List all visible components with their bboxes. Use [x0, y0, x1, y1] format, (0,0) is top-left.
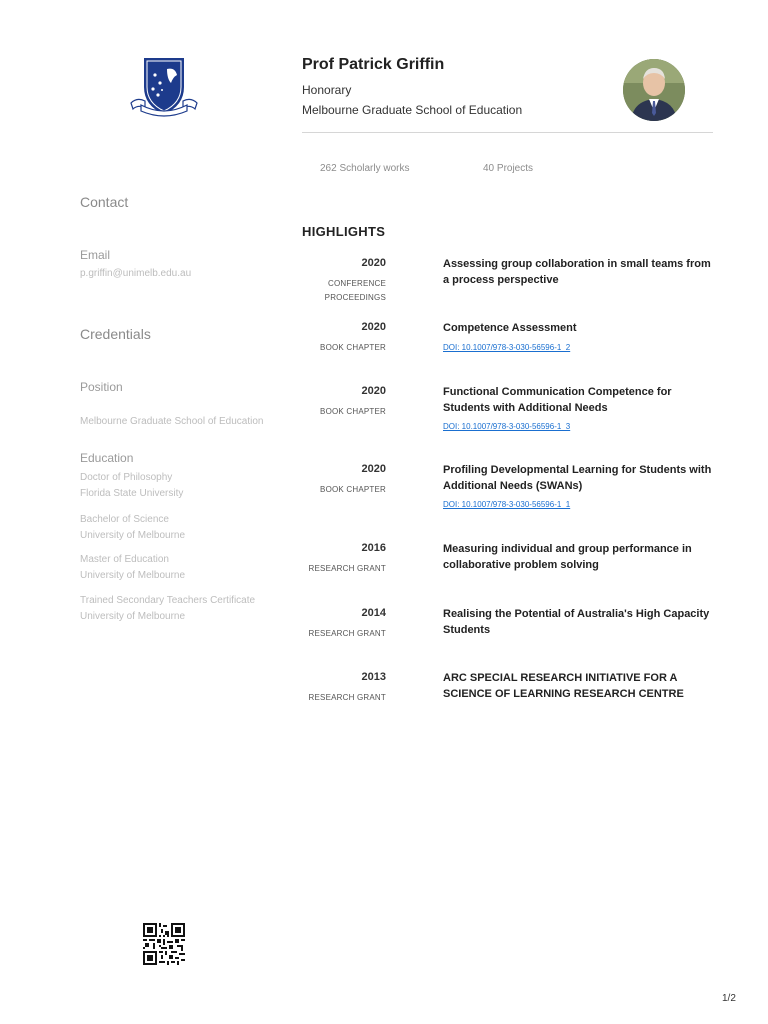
- highlight-type: RESEARCH GRANT: [308, 629, 386, 638]
- education-institution: Florida State University: [80, 487, 184, 499]
- highlight-title[interactable]: ARC SPECIAL RESEARCH INITIATIVE FOR A SCIENCE OF LEARNING RESEARCH CENTRE: [443, 672, 684, 700]
- education-institution: University of Melbourne: [80, 569, 186, 581]
- education-item: [80, 552, 185, 583]
- education-item: [80, 593, 255, 624]
- doi-link[interactable]: DOI: 10.1007/978-3-030-56596-1_3: [443, 422, 571, 431]
- education-institution: University of Melbourne: [80, 610, 186, 622]
- education-item: [80, 512, 185, 543]
- education-item: [80, 470, 183, 501]
- qr-code: [143, 923, 185, 965]
- education-degree: Trained Secondary Teachers Certificate: [80, 595, 256, 606]
- email-value[interactable]: p.griffin@unimelb.edu.au: [80, 268, 192, 279]
- page-number: 1/2: [722, 993, 736, 1004]
- highlight-year: 2016: [361, 542, 386, 554]
- highlight-year: 2020: [361, 463, 386, 475]
- credentials-heading: Credentials: [80, 326, 151, 342]
- highlight-title[interactable]: Measuring individual and group performance in collaborative problem solving: [443, 543, 692, 571]
- highlight-title[interactable]: Assessing group collaboration in small teams from a process perspective: [443, 258, 711, 286]
- highlights-heading: HIGHLIGHTS: [302, 224, 386, 239]
- doi-link[interactable]: DOI: 10.1007/978-3-030-56596-1_2: [443, 343, 571, 352]
- highlight-type: CONFERENCE PROCEEDINGS: [324, 279, 386, 302]
- position-label: Position: [80, 380, 123, 394]
- position-value: Melbourne Graduate School of Education: [80, 416, 264, 427]
- highlight-title[interactable]: Realising the Potential of Australia's High Capacity Students: [443, 608, 710, 636]
- scholarly-works-count[interactable]: 262 Scholarly works: [320, 163, 410, 174]
- highlight-type: BOOK CHAPTER: [320, 343, 386, 352]
- highlight-year: 2020: [361, 321, 386, 333]
- highlight-year: 2013: [361, 671, 386, 683]
- highlight-title[interactable]: Functional Communication Competence for Students with Additional Needs: [443, 386, 672, 414]
- profile-school: Melbourne Graduate School of Education: [302, 103, 523, 117]
- highlight-year: 2020: [361, 385, 386, 397]
- highlight-title[interactable]: Competence Assessment: [443, 322, 577, 334]
- highlight-year: 2020: [361, 257, 386, 269]
- highlight-type: BOOK CHAPTER: [320, 407, 386, 416]
- profile-name: Prof Patrick Griffin: [302, 56, 445, 73]
- header-divider: [302, 132, 713, 133]
- education-degree: Doctor of Philosophy: [80, 472, 173, 483]
- highlight-type: BOOK CHAPTER: [320, 485, 386, 494]
- projects-count[interactable]: 40 Projects: [483, 163, 534, 174]
- education-label: Education: [80, 451, 134, 465]
- highlight-title[interactable]: Profiling Developmental Learning for Students with Additional Needs (SWANs): [443, 464, 712, 492]
- highlight-year: 2014: [361, 607, 386, 619]
- doi-link[interactable]: DOI: 10.1007/978-3-030-56596-1_1: [443, 500, 571, 509]
- profile-role: Honorary: [302, 83, 352, 97]
- highlight-type: RESEARCH GRANT: [308, 564, 386, 573]
- university-crest-logo: [127, 53, 201, 119]
- contact-heading: Contact: [80, 194, 129, 210]
- highlight-type: RESEARCH GRANT: [308, 693, 386, 702]
- education-degree: Master of Education: [80, 554, 169, 565]
- education-institution: University of Melbourne: [80, 529, 186, 541]
- email-label: Email: [80, 248, 111, 262]
- profile-photo: [623, 59, 685, 121]
- education-degree: Bachelor of Science: [80, 514, 169, 525]
